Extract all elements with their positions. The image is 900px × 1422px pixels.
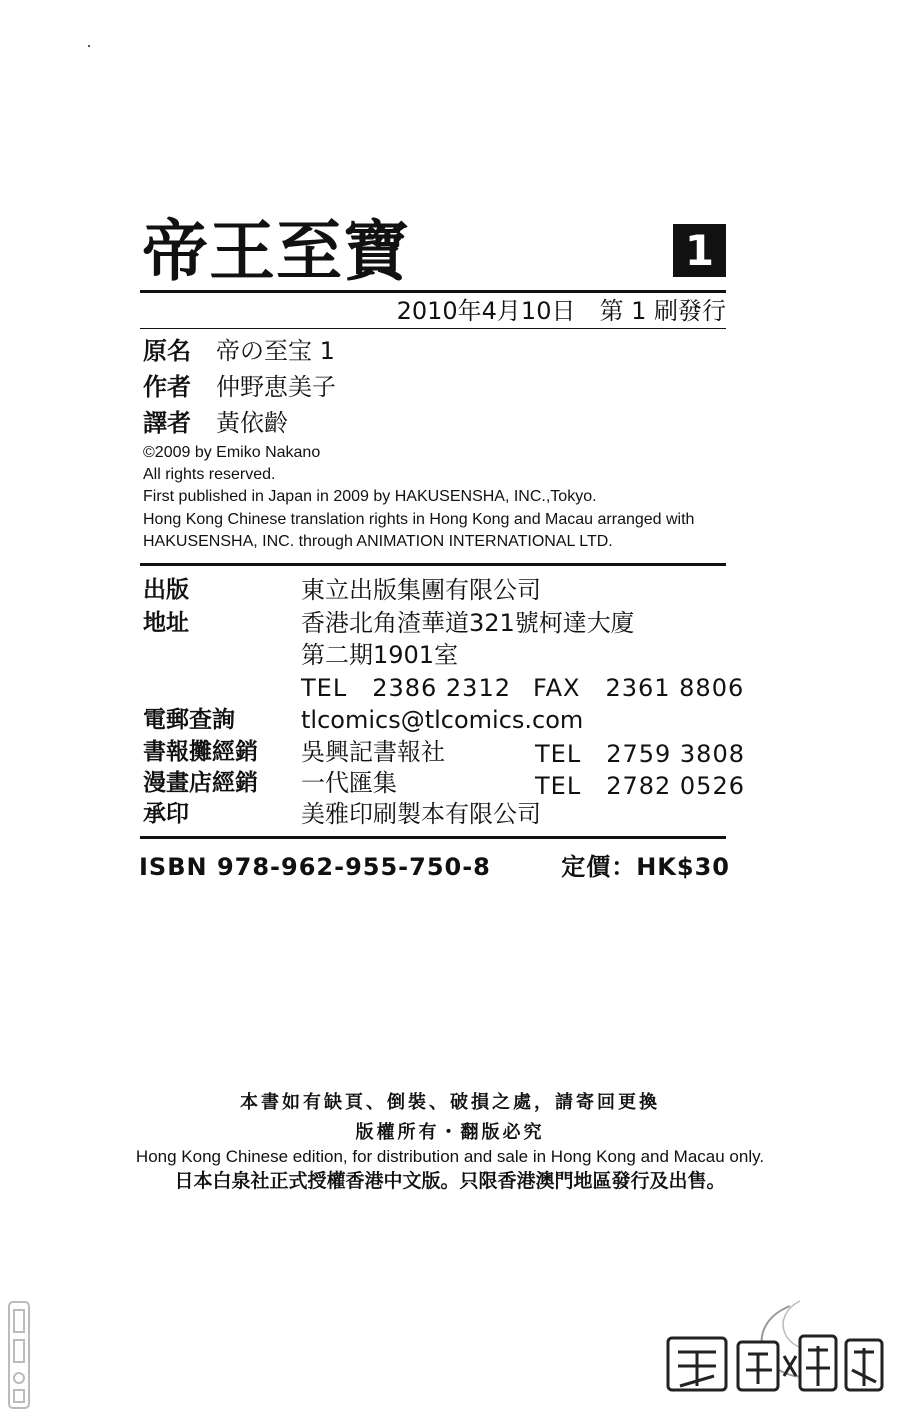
publisher-label: 出版	[143, 577, 189, 603]
comic-shop-label: 漫畫店經銷	[143, 770, 258, 796]
date-rule	[140, 328, 726, 329]
newsstand-tel: TEL 2759 3808	[535, 740, 745, 768]
section-rule	[140, 836, 726, 839]
address-label: 地址	[143, 610, 189, 636]
email-value: tlcomics@tlcomics.com	[301, 706, 584, 734]
distribution-notice-en: Hong Kong Chinese edition, for distribution and sale in Hong Kong and Macau only.	[135, 1147, 765, 1166]
comic-shop-value: 一代匯集	[301, 769, 397, 797]
publisher-value: 東立出版集團有限公司	[301, 576, 541, 604]
speck	[88, 45, 90, 47]
title-rule	[140, 290, 726, 293]
copyright-line: Hong Kong Chinese translation rights in Hong Kong and Macau arranged with	[143, 511, 695, 528]
original-title-label: 原名	[143, 337, 191, 365]
translator-value: 黃依齡	[216, 409, 288, 437]
tel-number: TEL 2386 2312	[301, 674, 511, 702]
translator-label: 譯者	[143, 409, 191, 437]
copyright-line: ©2009 by Emiko Nakano	[143, 444, 321, 461]
price: 定價：HK$30	[561, 853, 730, 881]
comic-shop-tel: TEL 2782 0526	[535, 772, 745, 800]
author-value: 仲野恵美子	[216, 373, 336, 401]
side-logo-icon	[6, 1300, 32, 1410]
newsstand-value: 吳興記書報社	[301, 738, 445, 766]
volume-badge: 1	[673, 224, 726, 277]
newsstand-label: 書報攤經銷	[143, 739, 258, 765]
author-label: 作者	[143, 373, 191, 401]
copyright-line: All rights reserved.	[143, 466, 276, 483]
email-label: 電郵查詢	[143, 707, 235, 733]
distribution-notice-zh: 日本白泉社正式授權香港中文版。只限香港澳門地區發行及出售。	[174, 1170, 726, 1192]
original-title-value: 帝の至宝 1	[216, 337, 335, 365]
copyright-line: First published in Japan in 2009 by HAKUSENSHA, INC.,Tokyo.	[143, 488, 597, 505]
defect-notice: 本書如有缺頁、倒裝、破損之處，請寄回更換	[240, 1092, 660, 1113]
copyright-line: HAKUSENSHA, INC. through ANIMATION INTERNATIONAL LTD.	[143, 533, 613, 550]
isbn: ISBN 978-962-955-750-8	[139, 853, 491, 881]
address-line1: 香港北角渣華道321號柯達大廈	[301, 609, 635, 637]
address-line2: 第二期1901室	[301, 641, 459, 669]
edition-date: 2010年4月10日 第 1 刷發行	[396, 297, 726, 325]
printer-label: 承印	[143, 801, 189, 827]
printer-value: 美雅印刷製本有限公司	[301, 800, 541, 828]
rights-notice: 版權所有・翻版必究	[355, 1122, 545, 1143]
section-rule	[140, 563, 726, 566]
fax-number: FAX 2361 8806	[533, 674, 745, 702]
watermark-logo-icon	[650, 1296, 900, 1406]
book-title: 帝王至寶	[142, 213, 410, 290]
